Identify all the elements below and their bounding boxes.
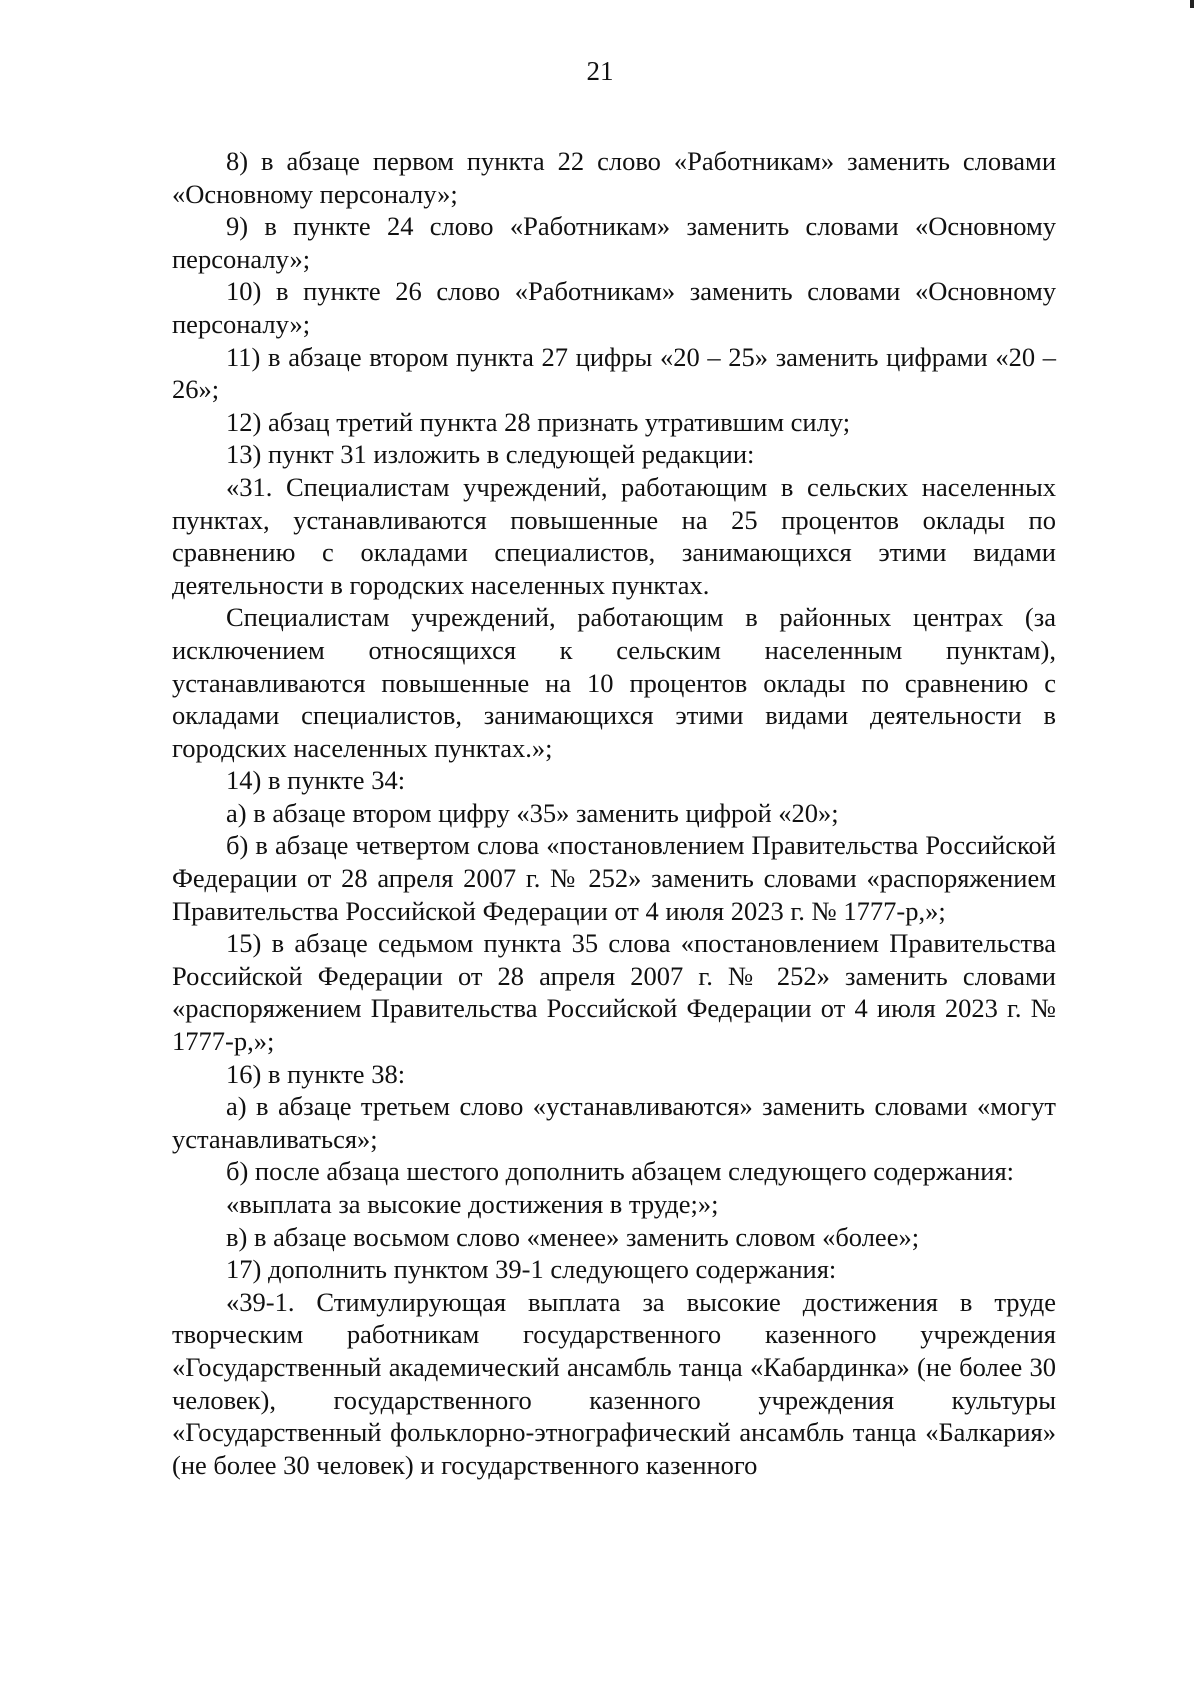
paragraph-item-16-a: а) в абзаце третьем слово «устанавливаются» заменить словами «могут устанавливаться»;: [172, 1091, 1056, 1154]
paragraph-quote-39-1: «39-1. Стимулирующая выплата за высокие достижения в труде творческим работникам государственного казенного учреждения «Государственный академический ансамбль танца «Кабардинка» (не более 30 человек), государственного казенного учреждения культуры «Государственный фольклорно-этнографический ансамбль танца «Балкария» (не более 30 человек) и государственного казенного: [172, 1286, 1056, 1480]
paragraph-item-15: 15) в абзаце седьмом пункта 35 слова «постановлением Правительства Российской Федерации от 28 апреля 2007 г. № 252» заменить словами «распоряжением Правительства Российской Федерации от 4 июля 2023 г. № 1777-р,»;: [172, 928, 1056, 1057]
scan-mark: [1190, 0, 1194, 8]
paragraph-item-14: 14) в пункте 34:: [226, 765, 406, 796]
paragraph-quote-31-second: Специалистам учреждений, работающим в районных центрах (за исключением относящихся к сельским населенным пунктам), устанавливаются повышенные на 10 процентов оклады по сравнению с окладами специалистов, занимающихся этими видами деятельности в городских населенных пунктах.»;: [172, 602, 1056, 763]
paragraph-item-16-v: в) в абзаце восьмом слово «менее» заменить словом «более»;: [226, 1221, 920, 1252]
paragraph-item-16: 16) в пункте 38:: [226, 1058, 406, 1089]
paragraph-item-16-b: б) после абзаца шестого дополнить абзацем следующего содержания:: [226, 1156, 1015, 1187]
paragraph-item-12: 12) абзац третий пункта 28 признать утратившим силу;: [226, 406, 851, 437]
paragraph-quote-31-first: «31. Специалистам учреждений, работающим в сельских населенных пунктах, устанавливаются повышенные на 25 процентов оклады по сравнению с окладами специалистов, занимающихся этими видами деятельности в городских населенных пунктах.: [172, 471, 1056, 600]
paragraph-item-13: 13) пункт 31 изложить в следующей редакции:: [226, 439, 755, 470]
paragraph-item-16-b-quote: «выплата за высокие достижения в труде;»;: [226, 1189, 719, 1219]
paragraph-item-10: 10) в пункте 26 слово «Работникам» заменить словами «Основному персоналу»;: [172, 276, 1056, 339]
paragraph-item-14-a: а) в абзаце втором цифру «35» заменить цифрой «20»;: [226, 797, 839, 828]
paragraph-item-17: 17) дополнить пунктом 39-1 следующего содержания:: [226, 1254, 837, 1285]
page-number: 21: [586, 56, 614, 86]
paragraph-item-8: 8) в абзаце первом пункта 22 слово «Работникам» заменить словами «Основному персоналу»;: [172, 146, 1056, 209]
paragraph-item-9: 9) в пункте 24 слово «Работникам» заменить словами «Основному персоналу»;: [172, 211, 1056, 274]
paragraph-item-14-b: б) в абзаце четвертом слова «постановлением Правительства Российской Федерации от 28 апреля 2007 г. № 252» заменить словами «распоряжением Правительства Российской Федерации от 4 июля 2023 г. № 1777-р,»;: [172, 830, 1056, 926]
document-body: [172, 145, 1056, 1481]
paragraph-item-11: 11) в абзаце втором пункта 27 цифры «20 – 25» заменить цифрами «20 – 26»;: [172, 341, 1056, 405]
